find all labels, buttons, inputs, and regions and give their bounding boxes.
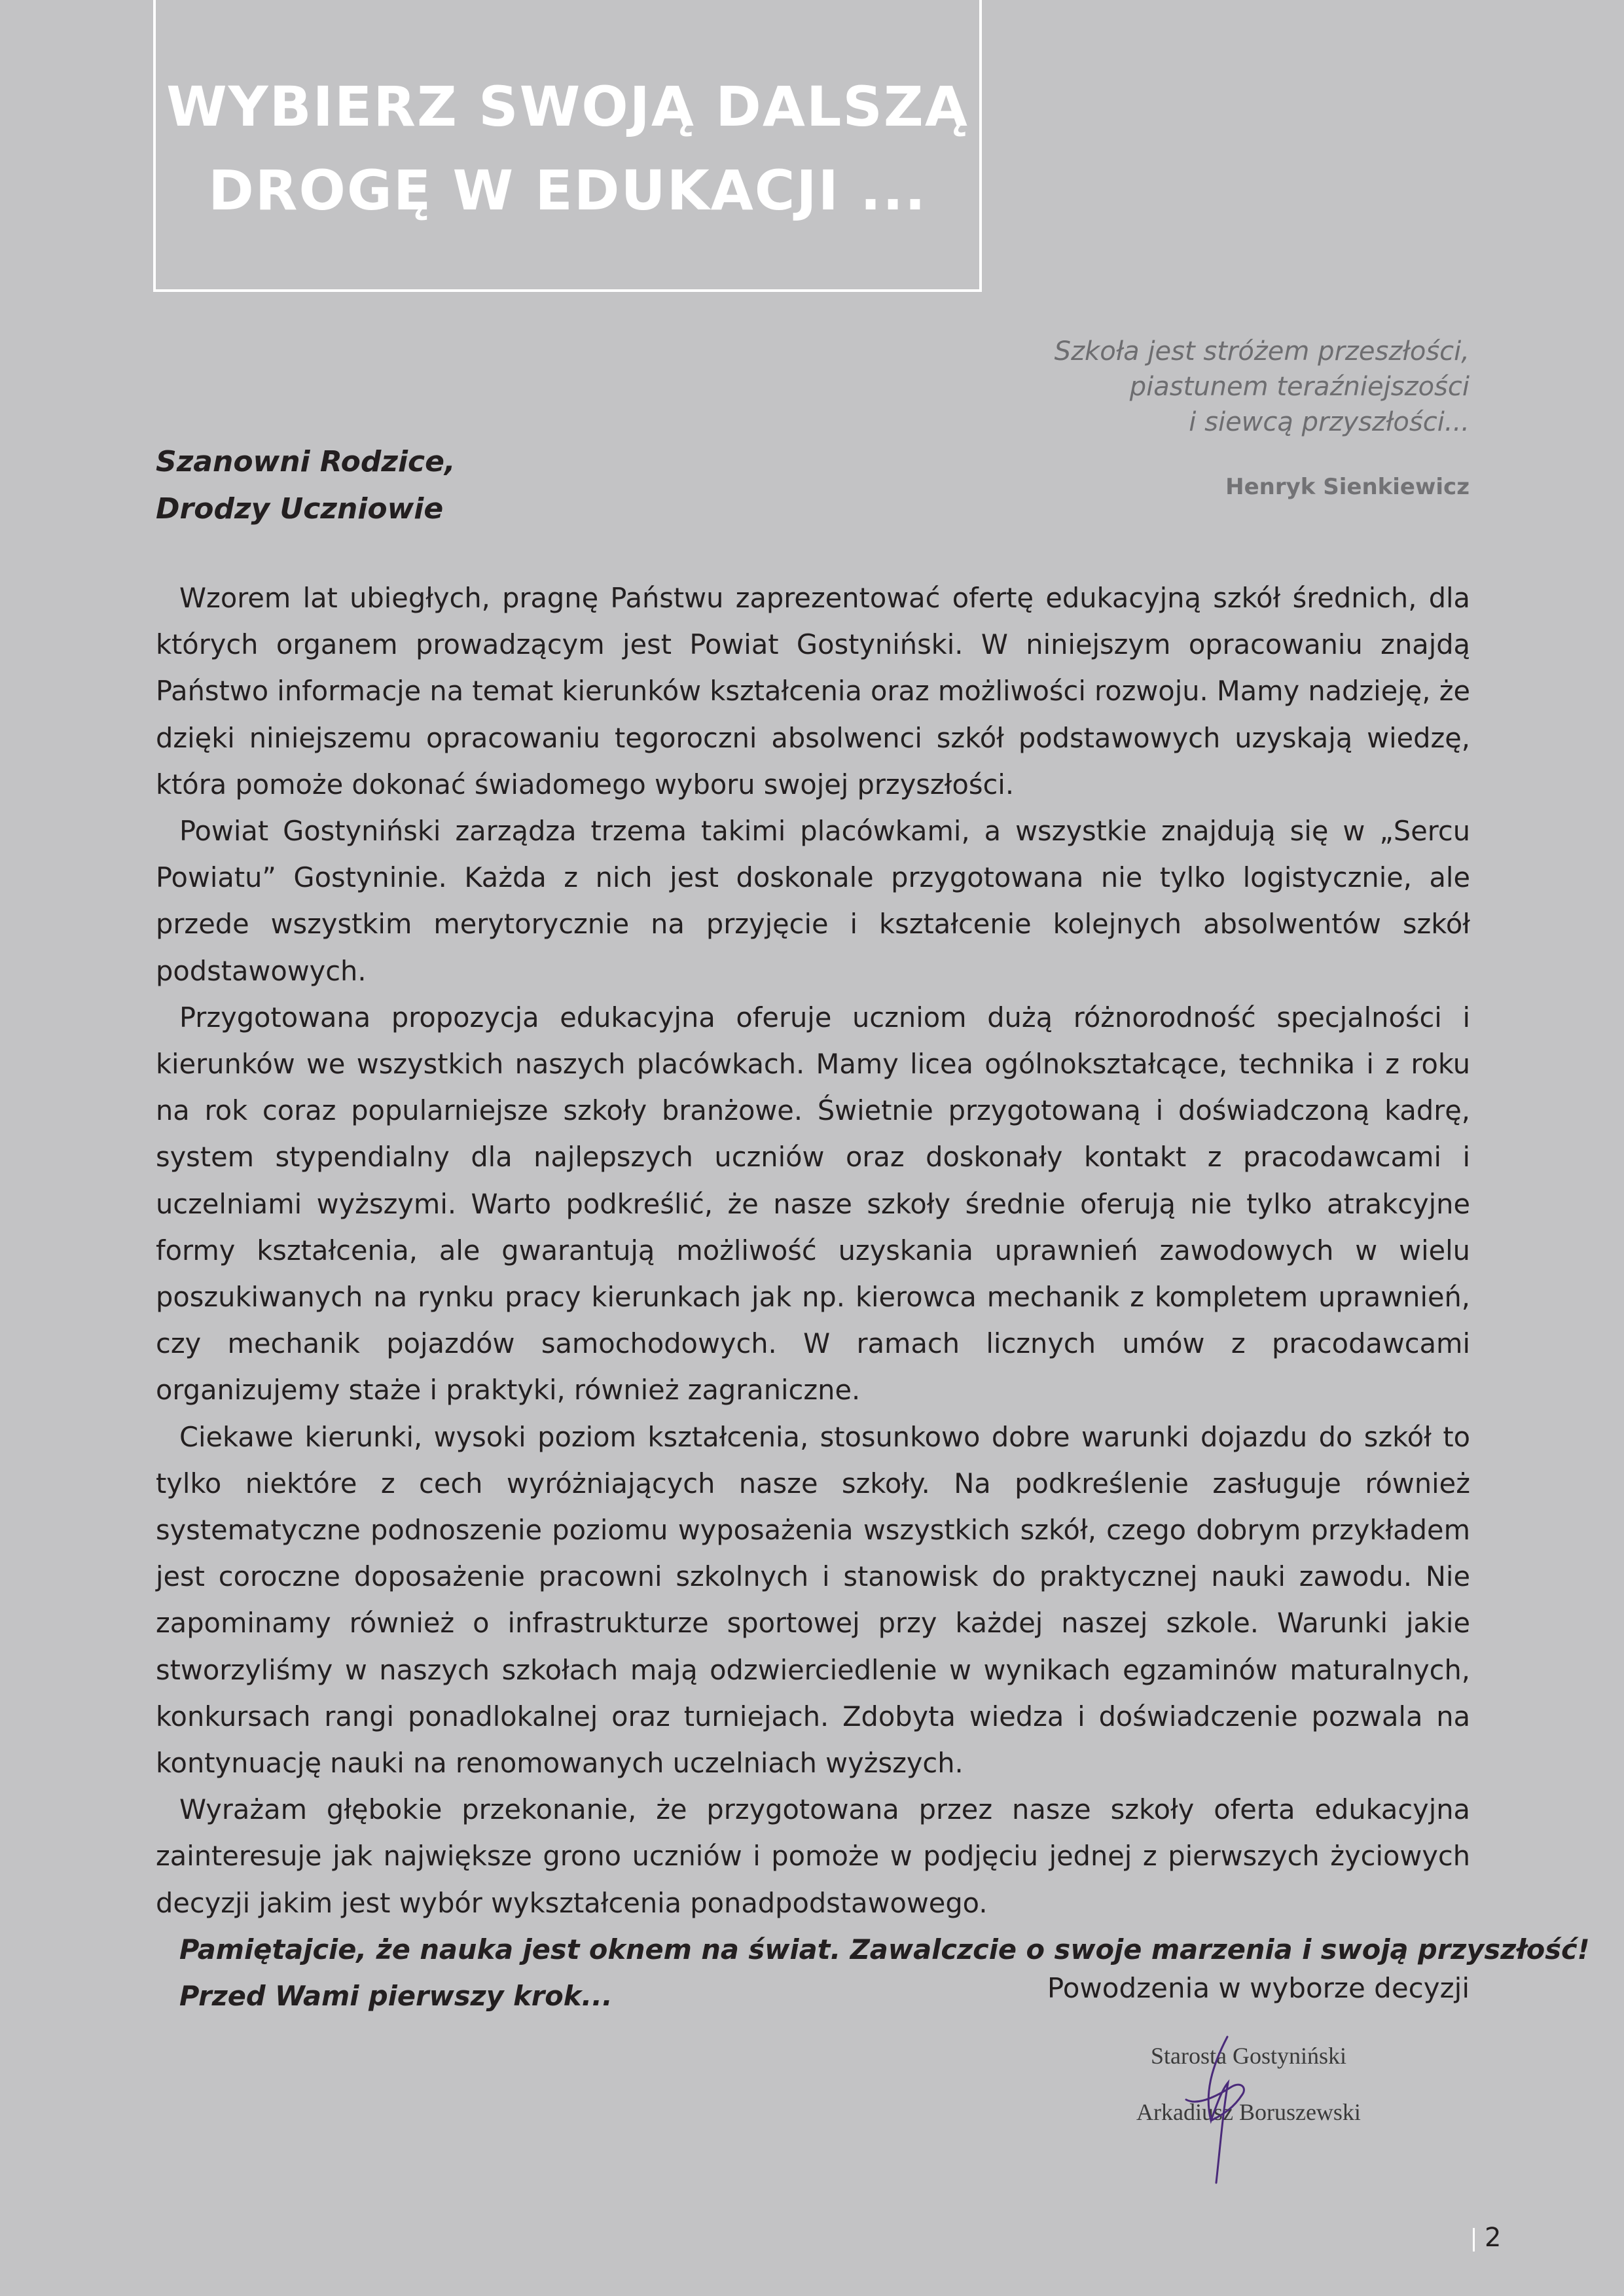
quote-line-3: i siewcą przyszłości...	[1189, 407, 1470, 437]
paragraph-2: Powiat Gostyniński zarządza trzema takimi placówkami, a wszystkie znajdują się w „Sercu Powiatu” Gostyninie. Każda z nich jest doskonale przygotowana nie tylko logistycznie, ale przede wszystkim merytorycznie na przyjęcie i kształcenie kolejnych absolwentów szkół podstawowych.	[156, 815, 1470, 987]
closing-line-1: Pamiętajcie, że nauka jest oknem na świat. Zawalczcie o swoje marzenia i swoją przyszłość!	[179, 1933, 1590, 1965]
signature-title: Starosta Gostyniński	[1151, 2043, 1347, 2069]
salutation-line-2: Drodzy Uczniowie	[156, 492, 444, 526]
page-number: 2	[1485, 2223, 1502, 2253]
salutation-line-1: Szanowni Rodzice,	[156, 445, 456, 478]
quote-line-1: Szkoła jest stróżem przeszłości,	[1054, 336, 1470, 367]
paragraph-1: Wzorem lat ubiegłych, pragnę Państwu zaprezentować ofertę edukacyjną szkół średnich, dla których organem prowadzącym jest Powiat Gostyniński. W niniejszym opracowaniu znajdą Państwo informacje na temat kierunków kształcenia oraz możliwości rozwoju. Mamy nadzieję, że dzięki niniejszemu opracowaniu tegoroczni absolwenci szkół podstawowych uzyskają wiedzę, która pomoże dokonać świadomego wyboru swojej przyszłości.	[156, 582, 1471, 800]
paragraph-5: Wyrażam głębokie przekonanie, że przygotowana przez nasze szkoły oferta edukacyjna zainteresuje jak największe grono uczniów i pomoże w podjęciu jednej z pierwszych życiowych decyzji jakim jest wybór wykształcenia ponadpodstawowego.	[156, 1793, 1470, 1919]
paragraph-4: Ciekawe kierunki, wysoki poziom kształcenia, stosunkowo dobre warunki dojazdu do szkół to tylko niektóre z cech wyróżniających nasze szkoły. Na podkreślenie zasługuje również systematyczne podnoszenie poziomu wyposażenia wszystkich szkół, czego dobrym przykładem jest coroczne doposażenie pracowni szkolnych i stanowisk do praktycznej nauki zawodu. Nie zapominamy również o infrastrukturze sportowej przy każdej naszej szkole. Warunki jakie stworzyliśmy w naszych szkołach mają odzwierciedlenie w wynikach egzaminów maturalnych, konkursach rangi ponadlokalnej oraz turniejach. Zdobyta wiedza i doświadczenie pozwala na kontynuację nauki na renomowanych uczelniach wyższych.	[156, 1420, 1470, 1780]
farewell-text: Powodzenia w wyborze decyzji	[1047, 1972, 1470, 2004]
paragraph-3: Przygotowana propozycja edukacyjna oferuje uczniom dużą różnorodność specjalności i kierunków we wszystkich naszych placówkach. Mamy licea ogólnokształcące, technika i z roku na rok coraz popularniejsze szkoły branżowe. Świetnie przygotowaną i doświadczoną kadrę, system stypendialny dla najlepszych uczniów oraz doskonały kontakt z pracodawcami i uczelniami wyższymi. Warto podkreślić, że nasze szkoły średnie oferują nie tylko atrakcyjne formy kształcenia, ale gwarantują możliwość uzyskania uprawnień zawodowych w wielu poszukiwanych na rynku pracy kierunkach jak np. kierowca mechanik z kompletem uprawnień, czy mechanik pojazdów samochodowych. W ramach licznych umów z pracodawcami organizujemy staże i praktyki, również zagraniczne.	[156, 1001, 1470, 1407]
epigraph-quote	[880, 334, 1470, 440]
handwritten-signature-icon	[1113, 2022, 1388, 2193]
page-title-line-2: DROGĘ W EDUKACJI ...	[208, 158, 927, 223]
quote-author: Henryk Sienkiewicz	[1225, 474, 1470, 500]
salutation	[156, 439, 456, 533]
closing-line-2: Przed Wami pierwszy krok...	[179, 1980, 613, 2013]
title-box	[153, 0, 982, 292]
page-title-line-1: WYBIERZ SWOJĄ DALSZĄ	[166, 75, 969, 139]
signature-block	[1113, 2022, 1388, 2193]
signature-name: Arkadiusz Boruszewski	[1136, 2099, 1361, 2125]
letter-body	[156, 575, 1590, 2019]
quote-line-2: piastunem teraźniejszości	[1129, 372, 1470, 402]
